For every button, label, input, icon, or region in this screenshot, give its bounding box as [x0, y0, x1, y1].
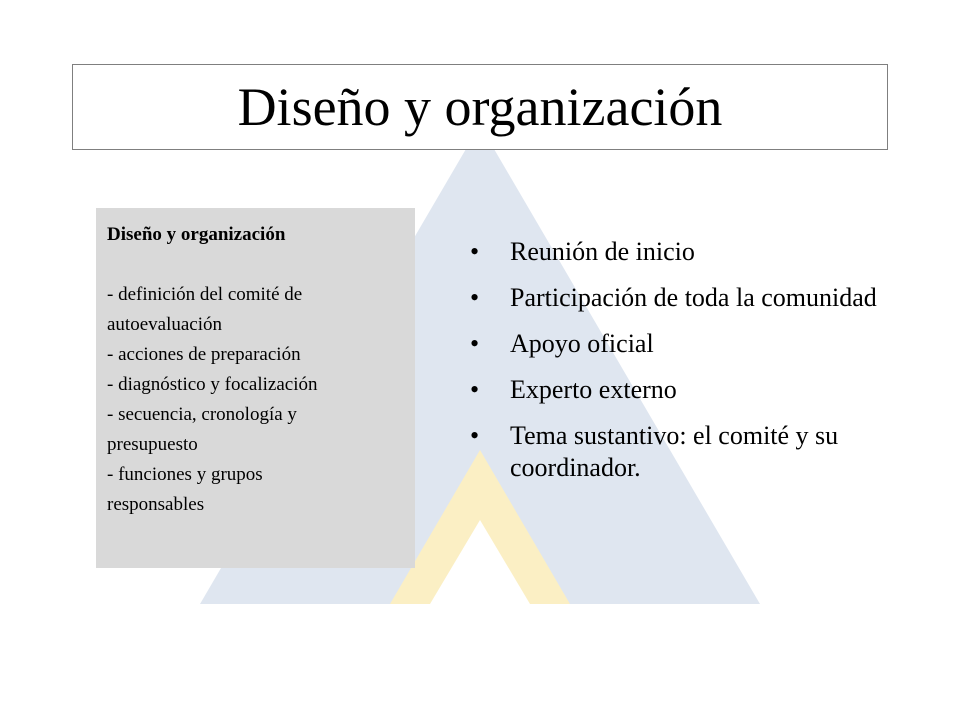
title-box	[72, 64, 888, 150]
bullet-list	[470, 236, 890, 498]
side-panel-line: autoevaluación	[107, 314, 223, 335]
bullet-dot: •	[470, 375, 480, 404]
side-panel-line: - definición del comité de	[107, 284, 303, 305]
bullet-text: Reunión de inicio	[510, 237, 695, 266]
side-panel-line: - acciones de preparación	[107, 344, 301, 365]
side-panel-line: presupuesto	[107, 434, 198, 455]
bullet-dot: •	[470, 283, 480, 312]
bullet-item	[470, 282, 890, 314]
side-panel	[96, 208, 415, 568]
bullet-dot: •	[470, 329, 480, 358]
side-panel-line: - secuencia, cronología y	[107, 404, 297, 425]
side-panel-heading: Diseño y organización	[107, 224, 286, 245]
bullet-text: Tema sustantivo: el comité y su coordinador.	[510, 421, 839, 482]
side-panel-line: - diagnóstico y focalización	[107, 374, 318, 395]
side-panel-line: - funciones y grupos	[107, 464, 263, 485]
bullet-text: Participación de toda la comunidad	[510, 283, 877, 312]
bullet-dot: •	[470, 421, 480, 450]
bullet-text: Apoyo oficial	[510, 329, 654, 358]
bullet-dot: •	[470, 237, 480, 266]
bullet-item	[470, 328, 890, 360]
page-title: Diseño y organización	[237, 77, 723, 137]
bullet-item	[470, 420, 890, 484]
bullet-item	[470, 236, 890, 268]
side-panel-spacer	[107, 250, 405, 280]
bullet-text: Experto externo	[510, 375, 677, 404]
bullet-item	[470, 374, 890, 406]
side-panel-line: responsables	[107, 494, 205, 515]
